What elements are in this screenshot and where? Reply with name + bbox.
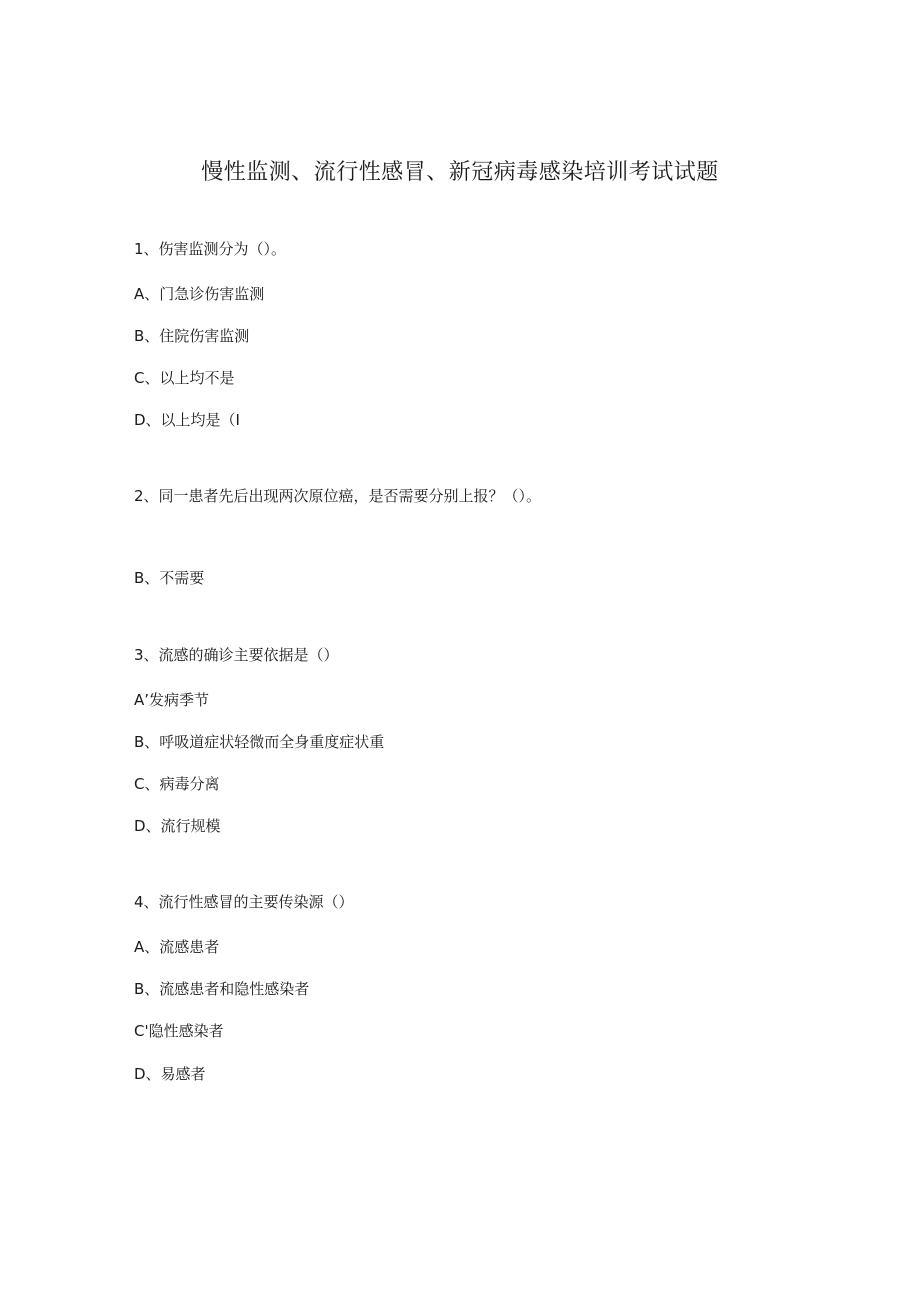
question-3-option-c: C、病毒分离 [134, 775, 220, 793]
question-3-option-d: D、流行规模 [134, 817, 221, 835]
question-3-option-a: A’发病季节 [134, 691, 210, 709]
question-3-option-b: B、呼吸道症状轻微而全身重度症状重 [134, 733, 385, 751]
question-1-option-a: A、门急诊伤害监测 [134, 285, 265, 303]
question-4-option-c: C'隐性感染者 [134, 1022, 224, 1040]
question-2-option-b: B、不需要 [134, 569, 205, 587]
question-4-option-d: D、易感者 [134, 1065, 206, 1083]
question-1-stem: 1、伤害监测分为（）。 [134, 240, 287, 258]
question-4-option-a: A、流感患者 [134, 938, 220, 956]
question-2-stem: 2、同一患者先后出现两次原位癌，是否需要分别上报？（）。 [134, 487, 542, 505]
question-3-stem: 3、流感的确诊主要依据是（） [134, 646, 339, 664]
question-1-option-c: C、以上均不是 [134, 369, 235, 387]
question-4-option-b: B、流感患者和隐性感染者 [134, 980, 310, 998]
question-4-stem: 4、流行性感冒的主要传染源（） [134, 893, 354, 911]
page-title: 慢性监测、流行性感冒、新冠病毒感染培训考试试题 [201, 160, 719, 185]
question-1-option-b: B、住院伤害监测 [134, 327, 250, 345]
question-1-option-d: D、以上均是（I [134, 411, 240, 429]
